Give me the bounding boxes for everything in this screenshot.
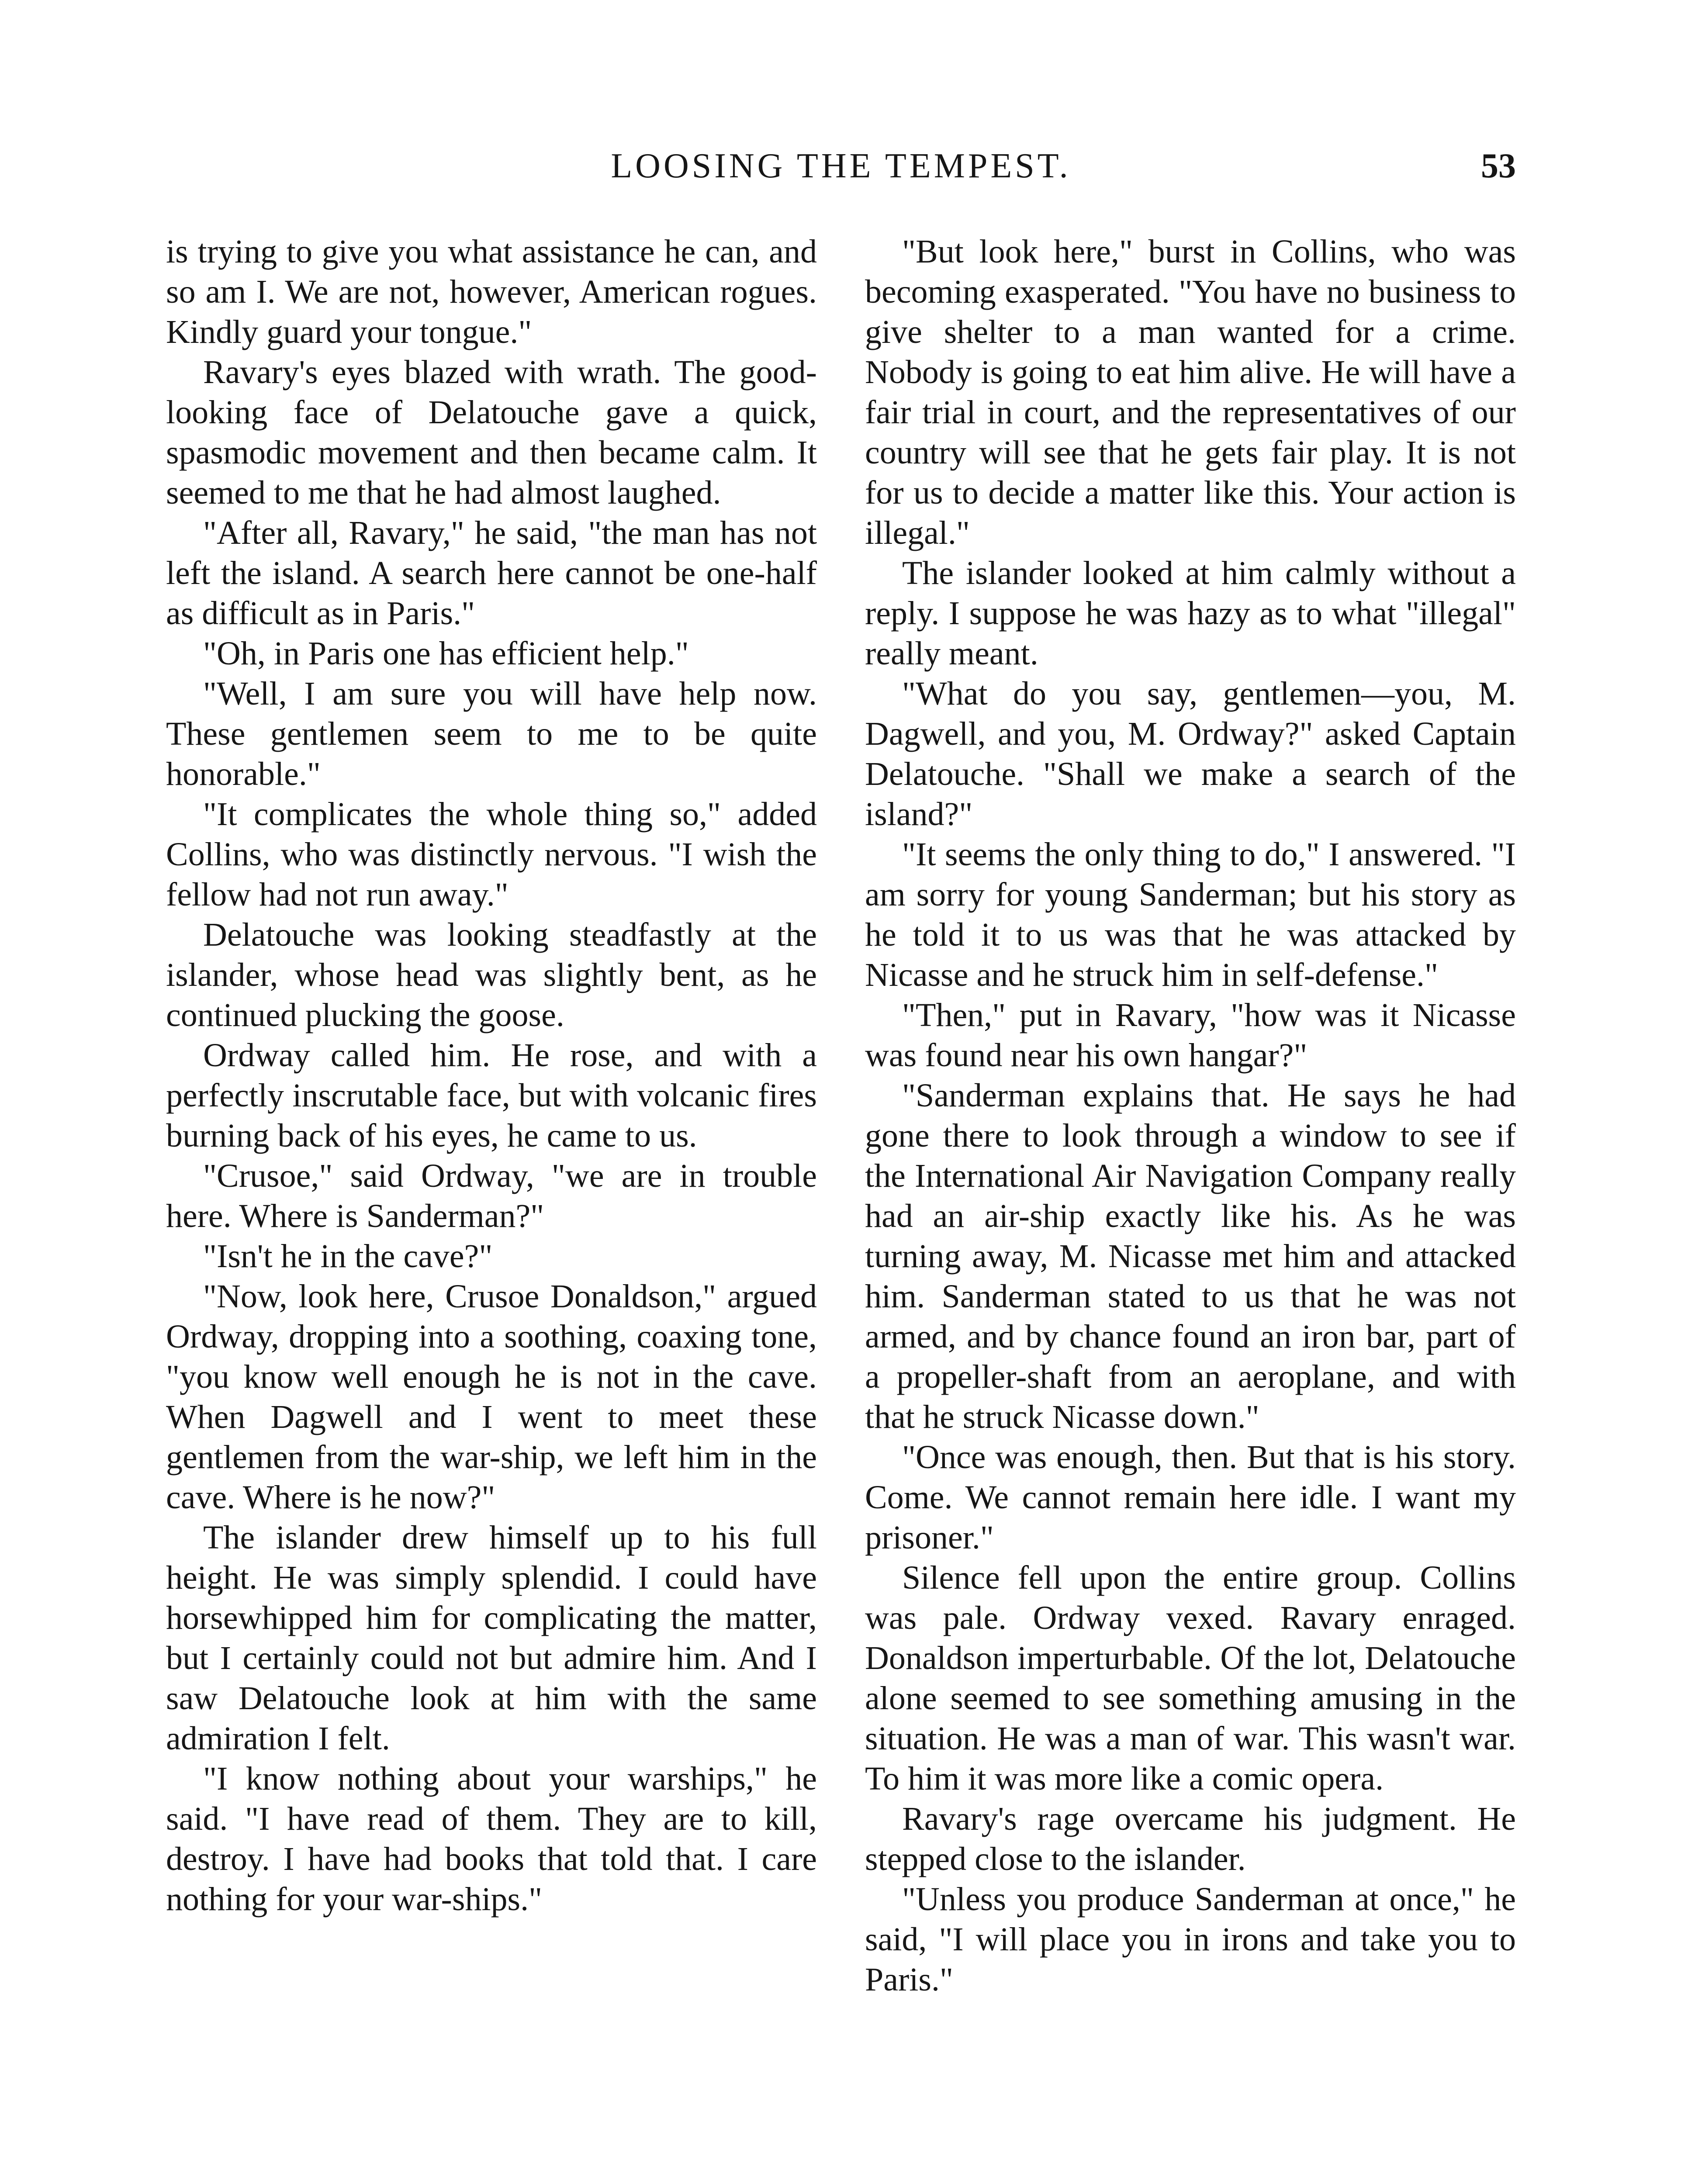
paragraph: Ordway called him. He rose, and with a perfectly inscrutable face, but with volcanic fires burning back of his eyes, he came to us. xyxy=(166,1037,817,1154)
paragraph: Ravary's rage overcame his judgment. He stepped close to the islander. xyxy=(865,1800,1516,1877)
paragraph: "But look here," burst in Collins, who was becoming exasperated. "You have no business to give shelter to a man wanted for a crime. Nobody is going to eat him alive. He will have a fair trial in court, and the representatives of our country will see that he gets fair play. It is not for us to decide a matter like this. Your action is illegal." xyxy=(865,233,1516,551)
paragraph: "Crusoe," said Ordway, "we are in trouble here. Where is Sanderman?" xyxy=(166,1158,817,1234)
running-title: LOOSING THE TEMPEST. xyxy=(611,147,1071,185)
paragraph: The islander looked at him calmly without a reply. I suppose he was hazy as to what "illegal" really meant. xyxy=(865,555,1516,672)
paragraph: "Now, look here, Crusoe Donaldson," argued Ordway, dropping into a soothing, coaxing tone, "you know well enough he is not in the cave. When Dagwell and I went to meet these gentlemen from the war-ship, we left him in the cave. Where is he now?" xyxy=(166,1278,817,1516)
paragraph: "Once was enough, then. But that is his story. Come. We cannot remain here idle. I want my prisoner." xyxy=(865,1439,1516,1556)
paragraph: is trying to give you what assistance he can, and so am I. We are not, however, American rogues. Kindly guard your tongue." xyxy=(166,233,817,350)
paragraph: Delatouche was looking steadfastly at the islander, whose head was slightly bent, as he continued plucking the goose. xyxy=(166,916,817,1033)
paragraph: "It complicates the whole thing so," added Collins, who was distinctly nervous. "I wish the fellow had not run away." xyxy=(166,796,817,913)
paragraph: "Sanderman explains that. He says he had gone there to look through a window to see if the International Air Navigation Company really had an air-ship exactly like his. As he was turning away, M. Nicasse met him and attacked him. Sanderman stated to us that he was not armed, and by chance found an iron bar, part of a propeller-shaft from an aeroplane, and with that he struck Nicasse down." xyxy=(865,1077,1516,1435)
paragraph: "After all, Ravary," he said, "the man has not left the island. A search here cannot be one-half as difficult as in Paris." xyxy=(166,515,817,632)
paragraph: "Isn't he in the cave?" xyxy=(203,1238,493,1275)
paragraph: "Unless you produce Sanderman at once," he said, "I will place you in irons and take you to Paris." xyxy=(865,1881,1516,1998)
paragraph: "Well, I am sure you will have help now. These gentlemen seem to me to be quite honorable." xyxy=(166,675,817,792)
left-text-column xyxy=(166,232,817,2184)
paragraph: "It seems the only thing to do," I answered. "I am sorry for young Sanderman; but his story as he told it to us was that he was attacked by Nicasse and he struck him in self-defense." xyxy=(865,836,1516,993)
paragraph: "What do you say, gentlemen—you, M. Dagwell, and you, M. Ordway?" asked Captain Delatouche. "Shall we make a search of the island?" xyxy=(865,675,1516,833)
paragraph: The islander drew himself up to his full height. He was simply splendid. I could have horsewhipped him for complicating the matter, but I certainly could not but admire him. And I saw Delatouche look at him with the same admiration I felt. xyxy=(166,1519,817,1757)
running-head xyxy=(166,140,1516,192)
paragraph: Silence fell upon the entire group. Collins was pale. Ordway vexed. Ravary enraged. Donaldson imperturbable. Of the lot, Delatouche alone seemed to see something amusing in the situation. He was a man of war. This wasn't war. To him it was more like a comic opera. xyxy=(865,1559,1516,1797)
paragraph: "Oh, in Paris one has efficient help." xyxy=(203,635,689,672)
paragraph: Ravary's eyes blazed with wrath. The good-looking face of Delatouche gave a quick, spasmodic movement and then became calm. It seemed to me that he had almost laughed. xyxy=(166,354,817,511)
paragraph: "Then," put in Ravary, "how was it Nicasse was found near his own hangar?" xyxy=(865,997,1516,1074)
page-number: 53 xyxy=(1481,147,1516,185)
right-text-column xyxy=(865,232,1516,2184)
paragraph: "I know nothing about your warships," he said. "I have read of them. They are to kill, destroy. I have had books that told that. I care nothing for your war-ships." xyxy=(166,1760,817,1918)
